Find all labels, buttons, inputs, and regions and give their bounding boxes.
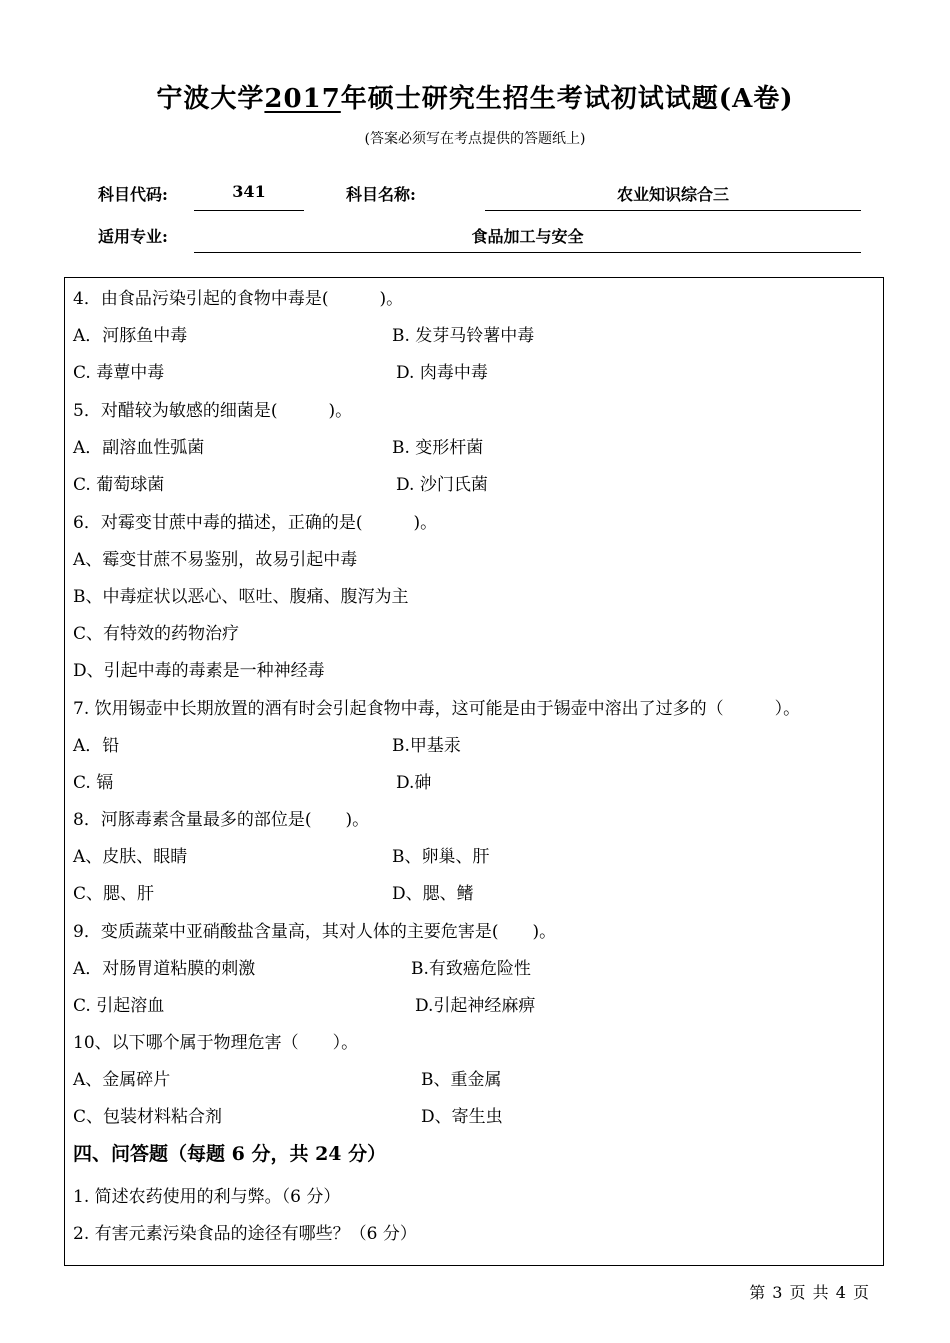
q6-stem: 6．对霉变甘蔗中毒的描述，正确的是( )。 [73, 513, 438, 533]
q9-stem: 9．变质蔬菜中亚硝酸盐含量高，其对人体的主要危害是( )。 [73, 922, 557, 942]
subject-name-underline [485, 210, 861, 211]
q7-option-c: C. 镉 [73, 773, 114, 793]
q10-option-c: C、包装材料粘合剂 [73, 1107, 223, 1127]
q5-option-c: C. 葡萄球菌 [73, 475, 165, 495]
subject-code-label: 科目代码: [98, 185, 168, 204]
exam-title: 宁波大学2017年硕士研究生招生考试初试试题(A卷) [156, 84, 794, 114]
q5-option-d: D. 沙门氏菌 [396, 475, 488, 495]
q10-option-d: D、寄生虫 [421, 1107, 503, 1127]
q7-stem: 7. 饮用锡壶中长期放置的酒有时会引起食物中毒，这可能是由于锡壶中溶出了过多的（ ）。 [73, 699, 801, 719]
q6-option-a: A、霉变甘蔗不易鉴别，故易引起中毒 [73, 550, 358, 570]
q5-option-b: B. 变形杆菌 [392, 438, 484, 458]
q10-option-a: A、金属碎片 [73, 1070, 171, 1090]
q6-option-d: D、引起中毒的毒素是一种神经毒 [73, 661, 325, 681]
q4-option-d: D. 肉毒中毒 [396, 363, 488, 383]
page-number: 第 3 页 共 4 页 [749, 1283, 870, 1302]
q4-option-b: B. 发芽马铃薯中毒 [392, 326, 535, 346]
q7-option-b: B.甲基汞 [392, 736, 461, 756]
subject-code-underline [194, 210, 304, 211]
q8-option-b: B、卵巢、肝 [392, 847, 490, 867]
major-underline [194, 252, 861, 253]
subject-code-value: 341 [232, 182, 266, 201]
q6-option-b: B、中毒症状以恶心、呕吐、腹痛、腹泻为主 [73, 587, 409, 607]
exam-year: 2017 [264, 84, 341, 114]
q8-option-a: A、皮肤、眼睛 [73, 847, 188, 867]
q7-option-a: A．铅 [73, 736, 120, 756]
q10-option-b: B、重金属 [421, 1070, 502, 1090]
q5-option-a: A．副溶血性弧菌 [73, 438, 205, 458]
q4-option-c: C. 毒蕈中毒 [73, 363, 165, 383]
q9-option-a: A．对肠胃道粘膜的刺激 [73, 959, 256, 979]
q8-stem: 8．河豚毒素含量最多的部位是( )。 [73, 810, 370, 830]
section4-heading: 四、问答题（每题 6 分，共 24 分） [73, 1143, 387, 1165]
q4-stem: 4．由食品污染引起的食物中毒是( )。 [73, 289, 404, 309]
exam-instruction: (答案必须写在考点提供的答题纸上) [364, 131, 586, 147]
subject-name-value: 农业知识综合三 [616, 185, 729, 204]
q7-option-d: D.砷 [396, 773, 432, 793]
q9-option-d: D.引起神经麻痹 [415, 996, 536, 1016]
q8-option-c: C、腮、肝 [73, 884, 155, 904]
q5-stem: 5．对醋较为敏感的细菌是( )。 [73, 401, 353, 421]
q8-option-d: D、腮、鳍 [392, 884, 474, 904]
q9-option-c: C. 引起溶血 [73, 996, 165, 1016]
section4-item-2: 2. 有害元素污染食品的途径有哪些？（6 分） [73, 1224, 417, 1244]
major-label: 适用专业: [98, 227, 168, 246]
major-value: 食品加工与安全 [471, 227, 584, 246]
q4-option-a: A．河豚鱼中毒 [73, 326, 188, 346]
q10-stem: 10、以下哪个属于物理危害（ ）。 [73, 1033, 359, 1053]
subject-name-label: 科目名称: [346, 185, 416, 204]
section4-item-1: 1. 简述农药使用的利与弊。（6 分） [73, 1187, 341, 1207]
q6-option-c: C、有特效的药物治疗 [73, 624, 240, 644]
q9-option-b: B.有致癌危险性 [411, 959, 531, 979]
